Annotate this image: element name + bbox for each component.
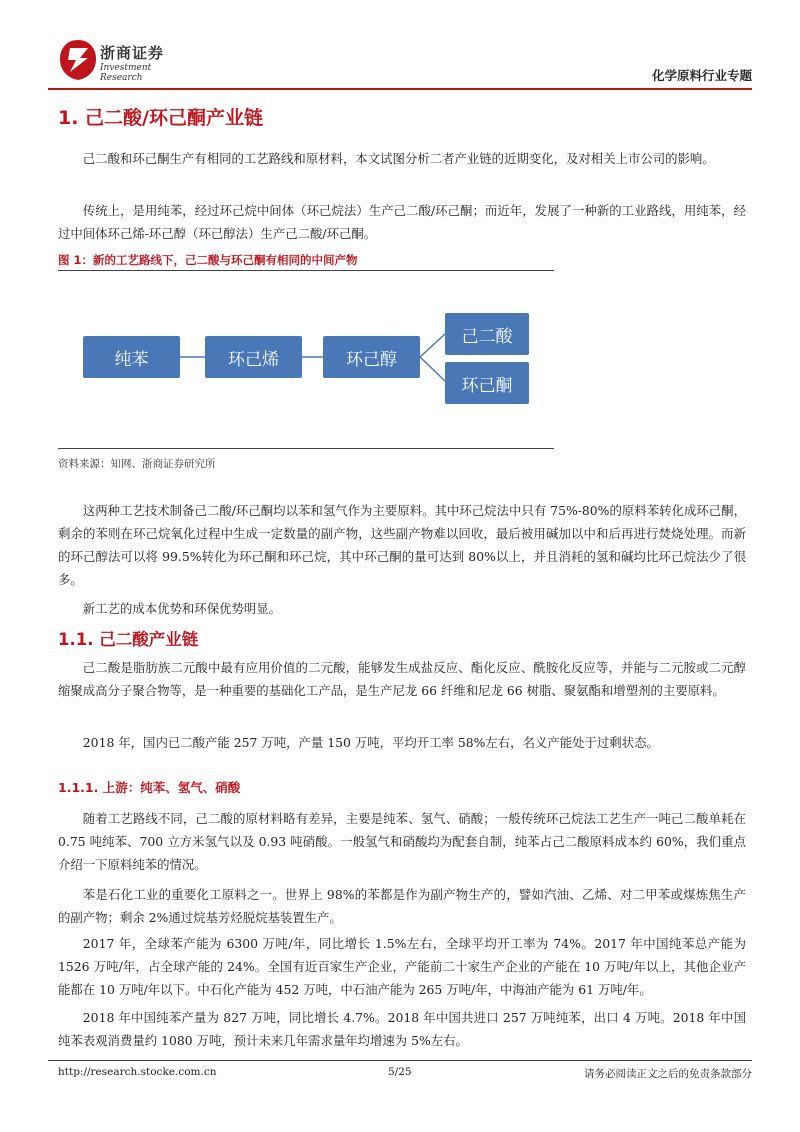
paragraph: 己二酸和环己酮生产有相同的工艺路线和原材料，本文试图分析二者产业链的近期变化，及对相关上市公司的影响。 <box>82 151 715 166</box>
section-title-1-1: 1.1. 己二酸产业链 <box>58 630 199 649</box>
figure-title: 图 1：新的工艺路线下，己二酸与环己酮有相同的中间产物 <box>58 253 358 267</box>
paragraph: 己二酸是脂肪族二元酸中最有应用价值的二元酸，能够发生成盐反应、酯化反应、酰胺化反应等，并能与二元胺或二元醇缩聚成高分子聚合物等，是一种重要的基础化工产品，是生产尼龙 66 纤维和尼龙 66 树脂、聚氨酯和增塑剂的主要原料。 <box>58 660 746 698</box>
footer-divider <box>48 1060 752 1061</box>
section-title-1-1-1: 1.1.1. 上游：纯苯、氢气、硝酸 <box>58 780 241 795</box>
flow-node-cyclohexene: 环己烯 <box>205 336 302 378</box>
page-number: 5/25 <box>388 1066 412 1078</box>
flow-node-cyclohexanone: 环己酮 <box>445 362 529 404</box>
figure-bottom-rule <box>58 448 554 449</box>
flow-node-adipic-acid: 己二酸 <box>445 313 529 355</box>
flow-connectors <box>0 0 800 470</box>
footer-disclaimer: 请务必阅读正文之后的免责条款部分 <box>584 1068 752 1080</box>
figure-source: 资料来源：知网、浙商证券研究所 <box>58 458 216 470</box>
connector-line <box>420 357 445 381</box>
paragraph: 2018 年，国内已二酸产能 257 万吨，产量 150 万吨，平均开工率 58%左右，名义产能处于过剩状态。 <box>82 735 659 750</box>
connector-line <box>420 334 445 357</box>
paragraph: 2017 年，全球苯产能为 6300 万吨/年，同比增长 1.5%左右，全球平均开工率为 74%。2017 年中国纯苯总产能为 1526 万吨/年，占全球产能的 24%。全国有近百家生产企业，产能前二十家生产企业的产能在 10 万吨/年以上，其他企业产能都在 10 万吨/年以下。中石化产能为 452 万吨，中石油产能为 265 万吨/年，中海油产能为 61 万吨/年。 <box>58 936 746 997</box>
paragraph: 苯是石化工业的重要化工原料之一。世界上 98%的苯都是作为副产物生产的，譬如汽油、乙烯、对二甲苯或煤炼焦生产的副产物；剩余 2%通过烷基芳烃脱烷基装置生产。 <box>58 887 746 925</box>
logo-english-name: Investment Research <box>100 63 152 83</box>
flow-node-benzene: 纯苯 <box>83 336 180 378</box>
report-type: 化学原料行业专题 <box>651 68 752 83</box>
logo-chinese-name: 浙商证券 <box>100 44 165 62</box>
paragraph: 随着工艺路线不同，己二酸的原材料略有差异，主要是纯苯、氢气、硝酸；一般传统环己烷法工艺生产一吨己二酸单耗在 0.75 吨纯苯、700 立方米氢气以及 0.93 吨硝酸。一般氢气和硝酸均为配套自制，纯苯占己二酸原料成本约 60%，我们重点介绍一下原料纯苯的情况。 <box>58 811 746 872</box>
section-title-1: 1. 己二酸/环己酮产业链 <box>58 107 263 129</box>
paragraph: 2018 年中国纯苯产量为 827 万吨，同比增长 4.7%。2018 年中国共进口 257 万吨纯苯，出口 4 万吨。2018 年中国纯苯表观消费量约 1080 万吨，预计未来几年需求量年均增速为 5%左右。 <box>58 1010 746 1048</box>
paragraph: 新工艺的成本优势和环保优势明显。 <box>82 601 282 616</box>
flow-node-cyclohexanol: 环己醇 <box>323 336 420 378</box>
paragraph: 这两种工艺技术制备己二酸/环己酮均以苯和氢气作为主要原料。其中环己烷法中只有 75%-80%的原料苯转化成环己酮，剩余的苯则在环己烷氧化过程中生成一定数量的副产物，这些副产物难以回收，最后被用碱加以中和后再进行焚烧处理。而新的环己醇法可以将 99.5%转化为环己酮和环己烷，其中环己酮的量可达到 80%以上，并且消耗的氢和碱均比环己烷法少了很多。 <box>58 503 746 587</box>
footer-url: http://research.stocke.com.cn <box>58 1066 217 1078</box>
paragraph: 传统上，是用纯苯，经过环己烷中间体（环己烷法）生产己二酸/环己酮；而近年，发展了一种新的工业路线，用纯苯，经过中间体环己烯-环己醇（环己醇法）生产己二酸/环己酮。 <box>58 203 746 241</box>
